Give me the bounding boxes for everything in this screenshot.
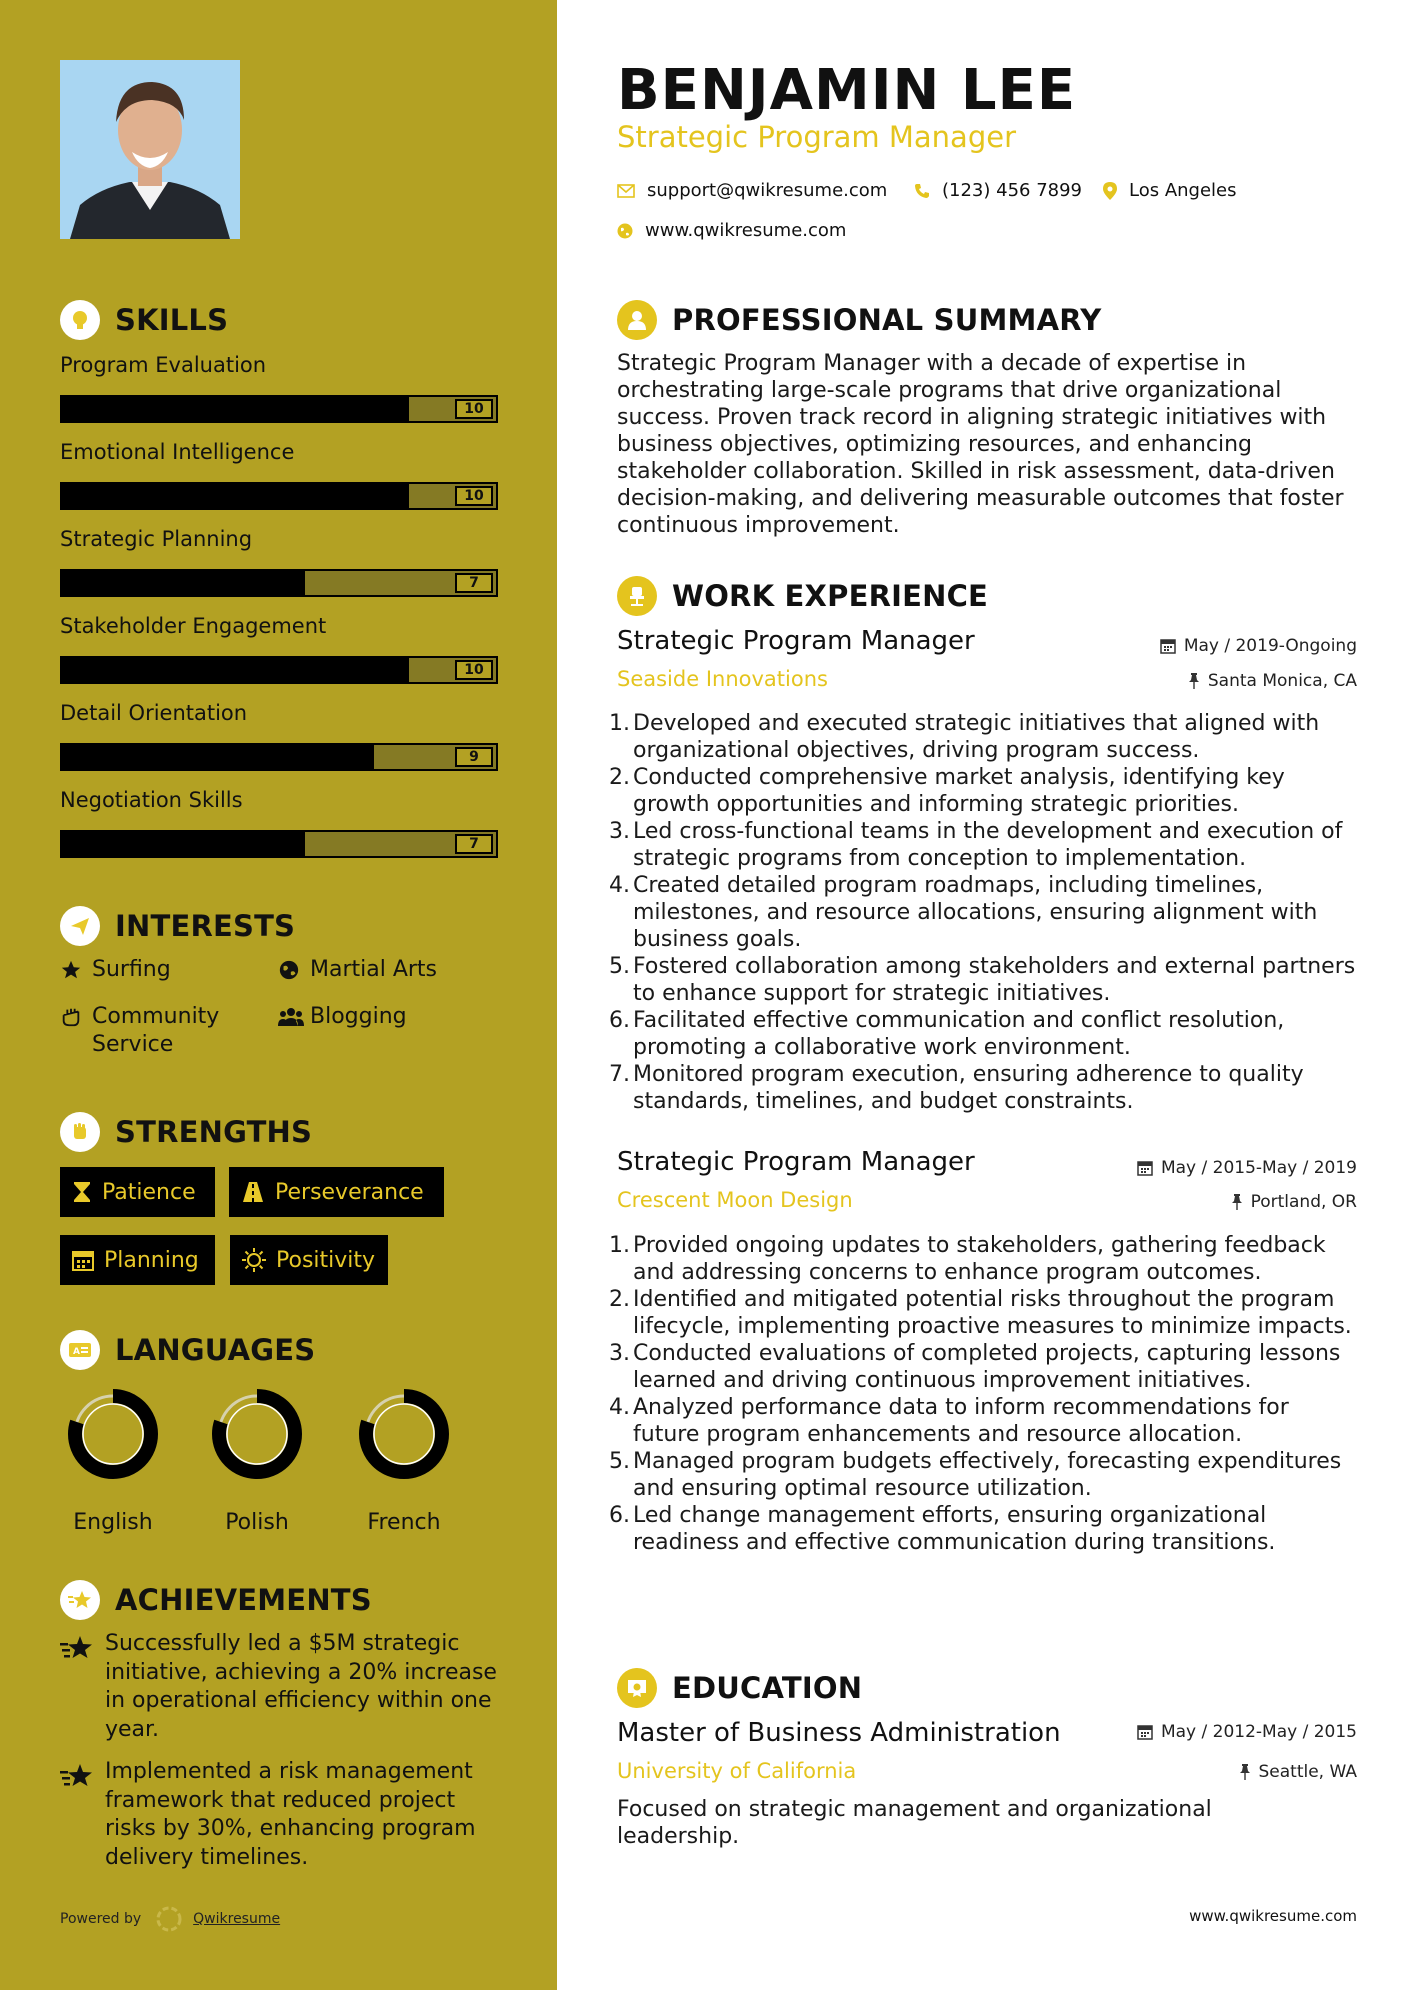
lightbulb-icon (60, 300, 100, 340)
language-ring (202, 1386, 312, 1482)
interest-item (278, 956, 437, 989)
skill-bar (60, 395, 498, 423)
bullet-number: 6. (609, 1008, 630, 1033)
job-bullet (609, 1448, 1362, 1502)
bullet-number: 1. (609, 1233, 630, 1258)
certificate-icon (617, 1668, 657, 1708)
job-dates (1137, 1158, 1357, 1178)
skill-bar-fill (62, 745, 374, 769)
job-bullets (609, 1232, 1362, 1556)
strength-badge (230, 1235, 388, 1285)
job-bullet (609, 1061, 1362, 1115)
skill-item (60, 437, 498, 510)
sidebar (0, 0, 557, 1990)
profile-photo (60, 60, 240, 239)
interest-label: Community Service (92, 1004, 220, 1057)
skill-bar-fill (62, 484, 409, 508)
skill-name: Program Evaluation (60, 353, 267, 377)
skill-name: Emotional Intelligence (60, 440, 295, 464)
job-dates-text: May / 2019-Ongoing (1183, 636, 1357, 656)
education-dates (1137, 1722, 1357, 1742)
star-icon (60, 959, 92, 989)
language-name: Polish (225, 1510, 289, 1535)
job-bullet (609, 953, 1362, 1007)
summary-text: Strategic Program Manager with a decade of expertise in orchestrating large-scale programs that drive organizational success. Proven track record in aligning strategic initiatives with business objectives, optimizing resources, and enhancing stakeholder collaboration. Skilled in risk assessment, data-driven decision-making, and delivering measurable outcomes that foster continuous improvement. (617, 351, 1344, 538)
qwikresume-logo-icon (155, 1905, 183, 1933)
calendar-icon (1137, 1160, 1153, 1176)
education-header (617, 1668, 862, 1708)
skill-level: 7 (455, 573, 493, 593)
sun-icon (242, 1248, 266, 1272)
strength-badge (229, 1167, 444, 1217)
job-location (1188, 671, 1357, 691)
achievements-title: ACHIEVEMENTS (115, 1583, 372, 1617)
bullet-text: Created detailed program roadmaps, including timelines, milestones, and resource allocations, ensuring alignment with business goals. (633, 873, 1318, 952)
shooting-star-icon (60, 1762, 105, 1872)
strength-label: Planning (104, 1247, 199, 1273)
strength-label: Perseverance (275, 1179, 424, 1205)
language-item (58, 1386, 168, 1535)
bullet-number: 7. (609, 1062, 630, 1087)
contact-phone (914, 180, 1082, 201)
bullet-number: 4. (609, 873, 630, 898)
skill-level: 10 (455, 399, 493, 419)
strength-label: Positivity (276, 1247, 376, 1273)
job-bullet (609, 1232, 1362, 1286)
skill-item (60, 611, 498, 684)
interest-label: Martial Arts (310, 957, 438, 982)
candidate-role: Strategic Program Manager (617, 120, 1017, 154)
experience-header (617, 576, 988, 616)
achievement-text: Implemented a risk management framework that reduced project risks by 30%, enhancing program delivery timelines. (105, 1759, 476, 1870)
skill-bar (60, 830, 498, 858)
globe-icon (278, 959, 310, 989)
bullet-text: Provided ongoing updates to stakeholders, gathering feedback and addressing concerns to enhance program outcomes. (633, 1233, 1326, 1285)
education-title: EDUCATION (672, 1671, 863, 1705)
achievement-text: Successfully led a $5M strategic initiative, achieving a 20% increase in operational efficiency within one year. (105, 1631, 497, 1742)
strengths-title: STRENGTHS (115, 1115, 313, 1149)
job-company: Seaside Innovations (617, 667, 828, 691)
bullet-number: 3. (609, 1341, 630, 1366)
bullet-number: 2. (609, 765, 630, 790)
office-chair-icon (617, 576, 657, 616)
shooting-star-icon (60, 1634, 105, 1744)
bullet-text: Analyzed performance data to inform recommendations for future program enhancements and resource allocation. (633, 1395, 1289, 1447)
achievement-item (60, 1758, 500, 1872)
bullet-text: Identified and mitigated potential risks throughout the program lifecycle, implementing proactive measures to minimize impacts. (633, 1287, 1352, 1339)
bullet-text: Fostered collaboration among stakeholders and external partners to enhance support for strategic initiatives. (633, 954, 1356, 1006)
skill-name: Detail Orientation (60, 701, 248, 725)
interest-item (278, 1003, 407, 1036)
powered-brand-link[interactable]: Qwikresume (193, 1911, 281, 1927)
strength-label: Patience (102, 1179, 196, 1205)
skills-header (60, 300, 228, 340)
bullet-text: Developed and executed strategic initiatives that aligned with organizational objectives, driving program success. (633, 711, 1320, 763)
pushpin-icon (1231, 1194, 1243, 1210)
users-icon (278, 1006, 310, 1036)
interests-header (60, 906, 295, 946)
paper-plane-icon (60, 906, 100, 946)
interest-item (60, 1003, 219, 1059)
language-name: French (367, 1510, 441, 1535)
pushpin-icon (1188, 673, 1200, 689)
job-location-text: Portland, OR (1250, 1192, 1357, 1212)
language-name: English (73, 1510, 153, 1535)
bullet-text: Monitored program execution, ensuring adherence to quality standards, timelines, and budget constraints. (633, 1062, 1304, 1114)
calendar-icon (1137, 1724, 1153, 1740)
bullet-number: 3. (609, 819, 630, 844)
footer-website-link[interactable]: www.qwikresume.com (1189, 1907, 1357, 1925)
globe-icon (617, 223, 633, 239)
pushpin-icon (1239, 1764, 1251, 1780)
job-bullet (609, 1286, 1362, 1340)
skills-title: SKILLS (115, 303, 229, 337)
strength-badge (60, 1235, 215, 1285)
job-dates (1160, 636, 1357, 656)
calendar-icon (1160, 638, 1176, 654)
interests-title: INTERESTS (115, 909, 296, 943)
skill-level: 9 (455, 747, 493, 767)
job-location-text: Santa Monica, CA (1207, 671, 1357, 691)
job-bullet (609, 872, 1362, 953)
education-description: Focused on strategic management and organizational leadership. (617, 1797, 1212, 1849)
job-bullet (609, 710, 1362, 764)
skill-level: 10 (455, 660, 493, 680)
phone-icon (914, 183, 930, 199)
education-location (1239, 1762, 1358, 1782)
powered-by (60, 1905, 280, 1933)
envelope-icon (617, 184, 635, 198)
job-bullet (609, 1502, 1362, 1556)
interest-label: Surfing (92, 957, 171, 982)
bullet-number: 4. (609, 1395, 630, 1420)
skill-name: Stakeholder Engagement (60, 614, 327, 638)
school-name: University of California (617, 1759, 857, 1783)
skill-item (60, 350, 498, 423)
fist-icon (60, 1112, 100, 1152)
summary-header (617, 300, 1101, 340)
skill-bar-fill (62, 658, 409, 682)
email-link[interactable]: support@qwikresume.com (647, 180, 888, 201)
degree-title: Master of Business Administration (617, 1718, 1061, 1748)
skill-level: 7 (455, 834, 493, 854)
job-bullet (609, 764, 1362, 818)
skill-name: Strategic Planning (60, 527, 253, 551)
website-link[interactable]: www.qwikresume.com (645, 220, 847, 241)
bullet-text: Led cross-functional teams in the development and execution of strategic programs from conception to implementation. (633, 819, 1343, 871)
skill-name: Negotiation Skills (60, 788, 243, 812)
hand-icon (60, 1006, 92, 1036)
language-ring (349, 1386, 459, 1482)
user-icon (617, 300, 657, 340)
skill-bar (60, 569, 498, 597)
bullet-text: Conducted comprehensive market analysis, identifying key growth opportunities and informing strategic priorities. (633, 765, 1285, 817)
job-bullet (609, 1394, 1362, 1448)
bullet-text: Facilitated effective communication and conflict resolution, promoting a collaborative work environment. (633, 1008, 1285, 1060)
job-title: Strategic Program Manager (617, 1147, 975, 1177)
strength-badge (60, 1167, 215, 1217)
calendar-icon (72, 1249, 94, 1271)
education-location-text: Seattle, WA (1258, 1762, 1357, 1782)
education-dates-text: May / 2012-May / 2015 (1160, 1722, 1357, 1742)
bullet-number: 5. (609, 1449, 630, 1474)
skill-bar (60, 482, 498, 510)
job-location (1231, 1192, 1357, 1212)
contact-location (1103, 180, 1237, 201)
achievement-item (60, 1630, 500, 1744)
map-pin-icon (1103, 182, 1117, 200)
bullet-text: Conducted evaluations of completed projects, capturing lessons learned and driving continuous improvement initiatives. (633, 1341, 1341, 1393)
phone-number: (123) 456 7899 (942, 180, 1083, 201)
job-bullet (609, 818, 1362, 872)
bullet-text: Led change management efforts, ensuring organizational readiness and effective communication during transitions. (633, 1503, 1276, 1555)
language-card-icon (60, 1330, 100, 1370)
candidate-name: BENJAMIN LEE (617, 58, 1077, 123)
achievements-header (60, 1580, 372, 1620)
skill-bar (60, 656, 498, 684)
interest-item (60, 956, 171, 989)
svg-text:A: A (73, 1347, 80, 1357)
strengths-header (60, 1112, 312, 1152)
job-dates-text: May / 2015-May / 2019 (1160, 1158, 1357, 1178)
skill-item (60, 785, 498, 858)
skill-bar-fill (62, 397, 409, 421)
contact-email (617, 180, 887, 201)
location-text: Los Angeles (1129, 180, 1237, 201)
shooting-star-icon (60, 1580, 100, 1620)
job-bullets (609, 710, 1362, 1115)
language-item (202, 1386, 312, 1535)
language-item (349, 1386, 459, 1535)
skill-item (60, 698, 498, 771)
bullet-number: 2. (609, 1287, 630, 1312)
job-company: Crescent Moon Design (617, 1188, 853, 1212)
languages-title: LANGUAGES (115, 1333, 316, 1367)
skill-bar-fill (62, 832, 305, 856)
skill-item (60, 524, 498, 597)
job-bullet (609, 1007, 1362, 1061)
bullet-number: 5. (609, 954, 630, 979)
bullet-number: 1. (609, 711, 630, 736)
skill-bar-fill (62, 571, 305, 595)
job-title: Strategic Program Manager (617, 626, 975, 656)
language-ring (58, 1386, 168, 1482)
hourglass-icon (72, 1181, 92, 1203)
contact-website (617, 220, 846, 241)
experience-title: WORK EXPERIENCE (672, 579, 989, 613)
skill-level: 10 (455, 486, 493, 506)
interest-label: Blogging (310, 1004, 407, 1029)
bullet-number: 6. (609, 1503, 630, 1528)
job-bullet (609, 1340, 1362, 1394)
powered-prefix: Powered by (60, 1911, 142, 1927)
languages-header (60, 1330, 315, 1370)
summary-title: PROFESSIONAL SUMMARY (672, 303, 1102, 337)
road-icon (241, 1181, 265, 1203)
bullet-text: Managed program budgets effectively, forecasting expenditures and ensuring optimal resource utilization. (633, 1449, 1342, 1501)
main-content (557, 0, 1407, 1990)
skill-bar (60, 743, 498, 771)
